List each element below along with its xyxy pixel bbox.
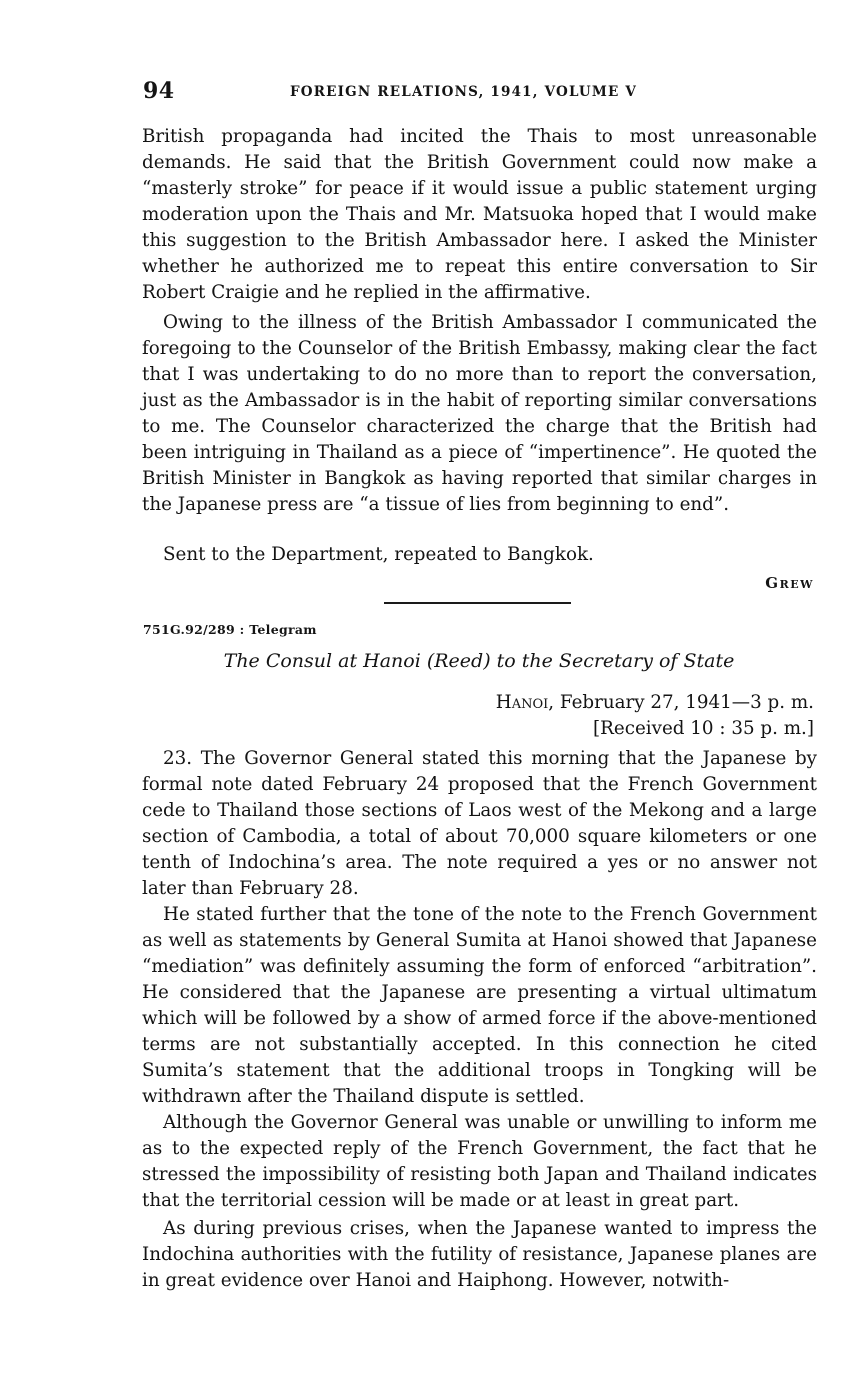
paragraph-previous-crises: As during previous crises, when the Japanese wanted to impress the Indochina authorities with the futility of resistance, Japanese planes are in great evidence over Hanoi and Haiphong. However, notwith- xyxy=(142,1218,817,1291)
document-heading: The Consul at Hanoi (Reed) to the Secretary of State xyxy=(223,650,735,672)
paragraph-embassy-counselor: Owing to the illness of the British Ambassador I communicated the foregoing to the Counselor of the British Embassy, making clear the fact that I was undertaking to do no more than to report the conversation, just as the Ambassador is in the habit of reporting similar conversations to me. The Counselor characterized the charge that the British had been intriguing in Thailand as a piece of “impertinence”. He quoted the British Minister in Bangkok as having reported that similar charges in the Japanese press are “a tissue of lies from beginning to end”. xyxy=(142,312,817,515)
paragraph-sent-to: Sent to the Department, repeated to Bangkok. xyxy=(163,544,594,565)
paragraph-governor-general: 23. The Governor General stated this morning that the Japanese by formal note dated February 24 proposed that the French Government cede to Thailand those sections of Laos west of the Mekong and a large section of Cambodia, a total of about 70,000 square kilometers or one tenth of Indochina’s area. The note required a yes or no answer not later than February 28. xyxy=(142,748,817,899)
page-number: 94 xyxy=(143,78,175,104)
running-head xyxy=(143,78,815,108)
dateline-place: Hanoi xyxy=(495,692,549,713)
running-title: FOREIGN RELATIONS, 1941, VOLUME V xyxy=(290,84,638,100)
paragraph-continuation: British propaganda had incited the Thais to most unreasonable demands. He said that the British Government could now make a “masterly stroke” for peace if it would issue a public statement urging moderation upon the Thais and Mr. Matsuoka hoped that I would make this suggestion to the British Ambassador here. I asked the Minister whether he authorized me to repeat this entire conversation to Sir Robert Craigie and he replied in the affirmative. xyxy=(142,126,817,303)
received-note: [Received 10 : 35 p. m.] xyxy=(593,718,814,739)
signature-grew: Grew xyxy=(765,574,814,592)
dateline-date: , February 27, 1941—3 p. m. xyxy=(548,692,814,713)
paragraph-tone-of-note: He stated further that the tone of the note to the French Government as well as statements by General Sumita at Hanoi showed that Japanese “mediation” was definitely assuming the form of enforced “arbitration”. He considered that the Japanese are presenting a virtual ultimatum which will be followed by a show of armed force if the above-mentioned terms are not substantially accepted. In this connection he cited Sumita’s statement that the additional troops in Tongking will be withdrawn after the Thailand dispute is settled. xyxy=(142,904,817,1107)
dateline xyxy=(496,692,814,713)
file-reference: 751G.92/289 : Telegram xyxy=(143,622,317,637)
section-divider xyxy=(384,602,571,604)
paragraph-expected-reply: Although the Governor General was unable or unwilling to inform me as to the expected reply of the French Government, the fact that he stressed the impossibility of resisting both Japan and Thailand indicates that the territorial cession will be made or at least in great part. xyxy=(142,1112,817,1211)
